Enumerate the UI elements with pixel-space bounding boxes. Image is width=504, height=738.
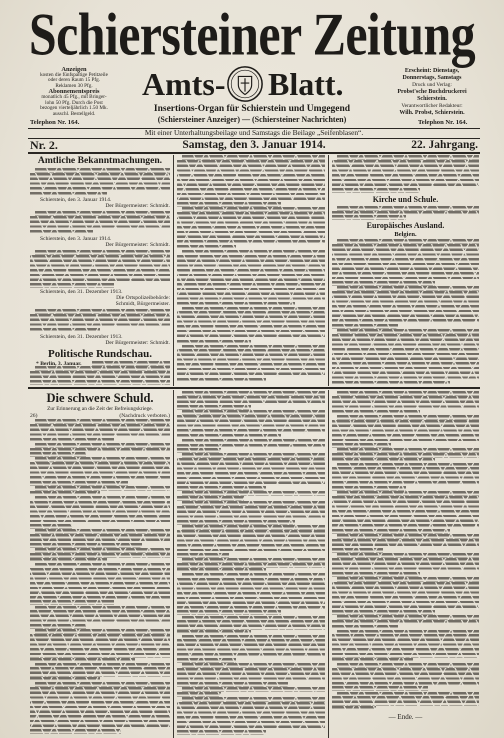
body-text-lines bbox=[177, 415, 325, 434]
body-text-line bbox=[30, 658, 135, 663]
body-text-line bbox=[177, 245, 236, 250]
body-text-lines bbox=[332, 420, 479, 444]
body-text-lines bbox=[177, 639, 325, 658]
publisher-line: Donnerstags, Samstags bbox=[402, 75, 462, 81]
body-text-lines bbox=[332, 496, 479, 529]
body-text-lines bbox=[177, 578, 325, 611]
body-text-line bbox=[30, 491, 100, 496]
body-text-line bbox=[177, 302, 295, 307]
body-text-line bbox=[177, 682, 288, 687]
body-text-lines bbox=[332, 696, 479, 705]
body-text-line bbox=[30, 230, 93, 235]
notice-place-date: Schierstein, den 31. Dezember 1913. bbox=[40, 289, 123, 295]
body-text-line bbox=[332, 381, 450, 386]
notice-signature: Der Bürgermeister: Schmidt. bbox=[105, 203, 170, 209]
political-review-heading: Politische Rundschau. bbox=[48, 348, 152, 360]
serial-story-title: Die schwere Schuld. bbox=[46, 391, 154, 405]
body-text-lines bbox=[332, 160, 479, 188]
body-text-lines bbox=[30, 173, 170, 192]
body-text-line bbox=[177, 520, 295, 525]
body-text-line bbox=[332, 188, 420, 193]
body-text-line bbox=[30, 192, 107, 197]
body-text-line bbox=[30, 438, 114, 443]
issue-number: Nr. 2. bbox=[30, 138, 58, 152]
insertions-organ-line: Insertions-Organ für Schierstein und Umgegend bbox=[153, 104, 351, 114]
body-text-line bbox=[177, 630, 251, 635]
seal-emblem-icon bbox=[226, 64, 264, 104]
body-text-lines bbox=[30, 667, 170, 676]
issue-date: Samstag, den 3. Januar 1914. bbox=[182, 139, 326, 151]
body-text-lines bbox=[177, 349, 325, 377]
body-text-lines bbox=[30, 534, 170, 543]
body-text-lines bbox=[177, 506, 325, 520]
body-text-line bbox=[177, 202, 281, 207]
body-text-line bbox=[177, 553, 229, 558]
divider bbox=[28, 152, 480, 154]
body-text-line bbox=[30, 600, 114, 605]
body-text-lines bbox=[177, 255, 325, 302]
body-text-line bbox=[332, 706, 376, 711]
body-text-lines bbox=[332, 291, 479, 324]
body-text-lines bbox=[30, 216, 170, 230]
body-text-line bbox=[30, 543, 142, 548]
body-text-line bbox=[332, 610, 435, 615]
news-dateline: * Berlin, 3. Januar. bbox=[36, 360, 82, 367]
body-text-lines bbox=[30, 610, 170, 624]
body-text-line bbox=[332, 281, 435, 286]
body-text-line bbox=[332, 324, 398, 329]
serial-story-subtitle: Zur Erinnerung an die Zeit der Befreiungskriege. bbox=[47, 406, 153, 412]
notice-place-date: Schierstein, den 3. Januar 1914. bbox=[40, 197, 112, 203]
body-text-line bbox=[177, 378, 266, 383]
body-text-lines bbox=[177, 702, 325, 730]
rates-line: Abonnementspreis bbox=[48, 88, 100, 96]
column-divider bbox=[328, 155, 329, 386]
body-text-line bbox=[30, 677, 100, 682]
body-text-lines bbox=[30, 501, 170, 525]
body-text-line bbox=[30, 524, 72, 529]
right-telephone-number: Telephon Nr. 164. bbox=[418, 119, 468, 126]
body-text-line bbox=[30, 328, 100, 333]
body-text-lines bbox=[30, 371, 170, 380]
body-text-lines bbox=[332, 634, 479, 658]
body-text-line bbox=[332, 686, 428, 691]
body-text-line bbox=[177, 486, 266, 491]
notice-signature: Die Ortspolizeibehörde: bbox=[116, 295, 170, 301]
body-text-lines bbox=[332, 244, 479, 282]
body-text-line bbox=[92, 361, 170, 366]
body-text-line bbox=[332, 443, 391, 448]
body-text-lines bbox=[177, 396, 325, 405]
rates-line: ausschl. Bestellgeld. bbox=[52, 110, 96, 117]
rates-line: bezogen vierteljährlich 1.50 Mk. bbox=[40, 105, 108, 112]
body-text-line bbox=[177, 448, 221, 453]
notice-signature: Der Bürgermeister: Schmidt. bbox=[105, 340, 170, 346]
publisher-line: Verantwortlicher Redakteur: bbox=[401, 103, 463, 109]
body-text-lines bbox=[332, 539, 479, 548]
body-text-lines bbox=[177, 160, 325, 202]
body-text-lines bbox=[177, 311, 325, 339]
body-text-line bbox=[177, 692, 221, 697]
body-text-lines bbox=[332, 582, 479, 610]
publisher-line: Schierstein. bbox=[417, 96, 447, 102]
body-text-lines bbox=[332, 334, 479, 381]
rates-line: oder deren Raum 15 Pfg. bbox=[47, 77, 100, 84]
feuilleton-divider bbox=[28, 387, 480, 389]
body-text-lines bbox=[30, 568, 170, 601]
body-text-lines bbox=[177, 530, 325, 554]
rates-line: Anzeigen bbox=[61, 66, 87, 73]
column-divider bbox=[173, 390, 174, 738]
body-text-line bbox=[177, 610, 281, 615]
body-text-line bbox=[332, 625, 398, 630]
column-divider bbox=[173, 155, 174, 386]
body-text-line bbox=[332, 410, 420, 415]
body-text-lines bbox=[177, 458, 325, 486]
body-text-lines bbox=[332, 467, 479, 486]
serial-installment-number: 26) bbox=[30, 412, 38, 419]
body-text-line bbox=[332, 458, 435, 463]
newspaper-title: Schiersteiner Zeitung bbox=[28, 0, 476, 68]
body-text-line bbox=[30, 558, 107, 563]
body-text-lines bbox=[332, 558, 479, 572]
body-text-line bbox=[177, 658, 236, 663]
body-text-lines bbox=[177, 668, 325, 682]
body-text-lines bbox=[30, 687, 170, 729]
publisher-info-box bbox=[384, 68, 480, 117]
body-text-line bbox=[177, 730, 266, 735]
rates-line: monatlich 45 Pfg., mit Bringer- bbox=[41, 93, 107, 100]
body-text-lines bbox=[30, 314, 170, 328]
left-telephone-number: Telephon Nr. 164. bbox=[30, 119, 80, 126]
body-text-line bbox=[177, 568, 266, 573]
foreign-news-heading: Europäisches Ausland. bbox=[366, 221, 445, 230]
body-text-lines bbox=[332, 668, 479, 687]
notice-signature: Der Bürgermeister: Schmidt. bbox=[105, 242, 170, 248]
body-text-line bbox=[332, 215, 406, 220]
body-text-lines bbox=[177, 620, 325, 629]
body-text-lines bbox=[332, 396, 479, 410]
story-end-mark: — Ende. — bbox=[388, 713, 423, 721]
body-text-line bbox=[30, 624, 86, 629]
church-school-heading: Kirche und Schule. bbox=[372, 195, 439, 204]
body-text-lines bbox=[30, 255, 170, 283]
body-text-line bbox=[332, 548, 383, 553]
body-text-line bbox=[30, 729, 121, 734]
body-text-line bbox=[177, 405, 251, 410]
rates-line: Reklamen 30 Pfg. bbox=[55, 82, 93, 89]
body-text-line bbox=[30, 481, 128, 486]
issue-volume: 22. Jahrgang. bbox=[411, 139, 478, 151]
body-text-line bbox=[177, 340, 251, 345]
body-text-line bbox=[177, 434, 281, 439]
masthead-subtitle: (Schiersteiner Anzeiger) — (Schiersteiner Nachrichten) bbox=[157, 115, 347, 124]
publisher-line: Druck und Verlag: bbox=[412, 82, 452, 88]
body-text-line bbox=[332, 529, 450, 534]
body-text-line bbox=[30, 283, 114, 288]
belgium-subheading: Belgien. bbox=[394, 231, 417, 238]
amts-word: Amts- bbox=[142, 66, 226, 102]
notice-place-date: Schierstein, den 3. Januar 1914. bbox=[40, 236, 112, 242]
body-text-lines bbox=[177, 212, 325, 245]
supplement-line: Mit einer Unterhaltungsbeilage und Samstags die Beilage „Seifenblasen“. bbox=[144, 127, 364, 137]
column-divider bbox=[328, 390, 329, 738]
body-text-lines bbox=[30, 634, 170, 658]
body-text-line bbox=[30, 380, 170, 385]
notice-place-date: Schierstein, den 31. Dezember 1913. bbox=[40, 334, 123, 340]
body-text-lines bbox=[30, 424, 170, 438]
body-text-line bbox=[332, 658, 413, 663]
body-text-line bbox=[30, 452, 86, 457]
official-notices-heading: Amtliche Bekanntmachungen. bbox=[37, 155, 163, 166]
body-text-line bbox=[332, 572, 420, 577]
publisher-line: Probst'sche Buchdruckerei bbox=[397, 89, 467, 95]
publisher-line: Erscheint: Dienstags, bbox=[404, 68, 460, 74]
rates-line: lohn 50 Pfg. Durch die Post bbox=[45, 99, 103, 106]
body-text-lines bbox=[30, 462, 170, 481]
body-text-line bbox=[177, 496, 244, 501]
publisher-line: Wilh. Probst, Schierstein. bbox=[399, 110, 465, 116]
seal-emblem-graphic bbox=[226, 64, 264, 104]
notice-signature: Schmidt, Bürgermeister. bbox=[115, 301, 170, 307]
body-text-line bbox=[332, 486, 406, 491]
reprint-notice: (Nachdruck verboten.) bbox=[119, 412, 170, 419]
blatt-word: Blatt. bbox=[268, 66, 344, 102]
rates-line: kosten die fünfspaltige Petitzeile bbox=[40, 71, 108, 78]
